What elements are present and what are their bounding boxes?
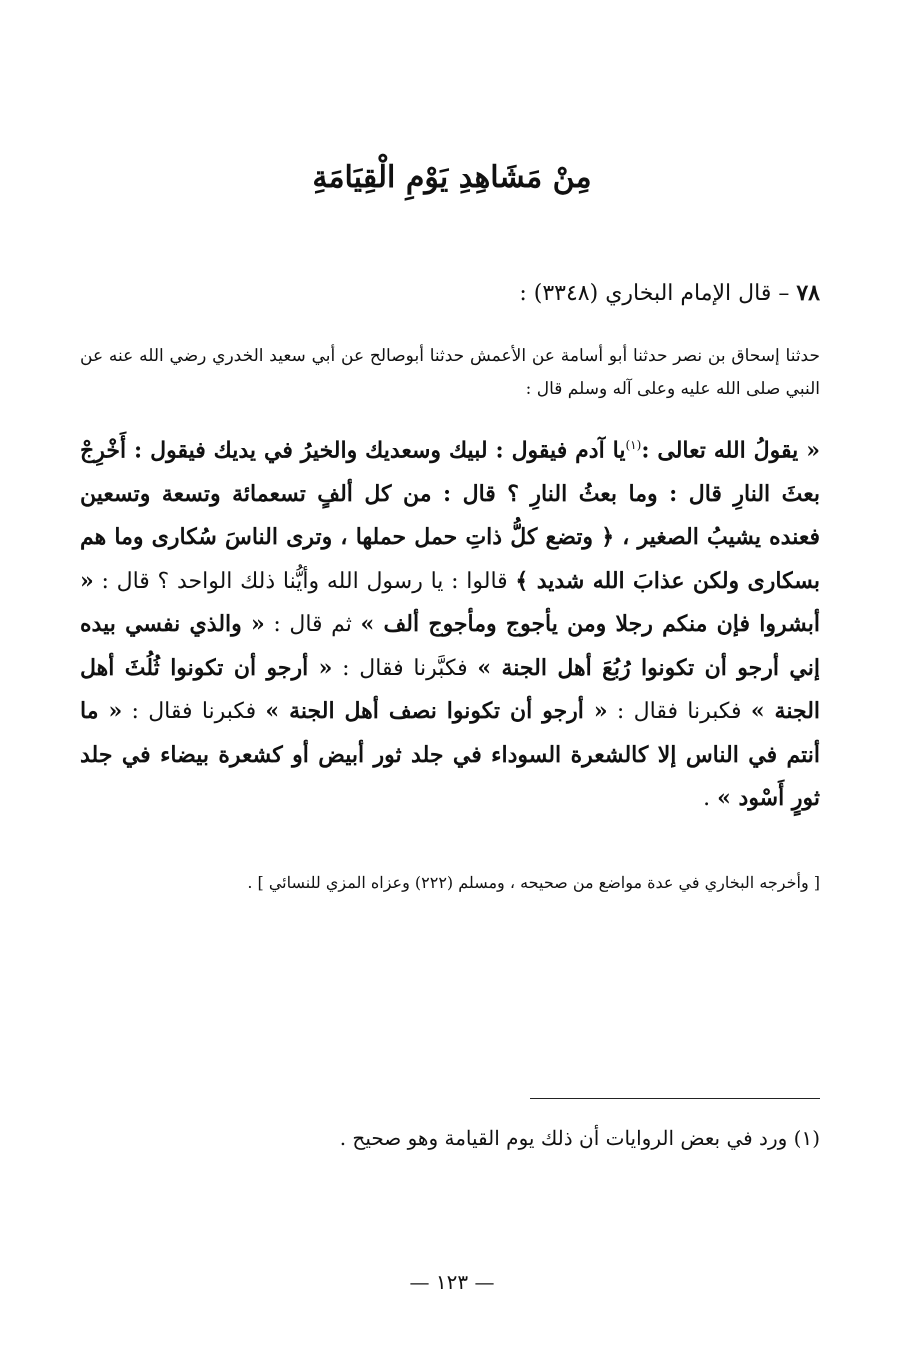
matn-segment: « ما أنتم في الناس إلا كالشعرة السوداء في جلد ثور أبيض أو كشعرة بيضاء في جلد ثورٍ أَسْود » [80,698,820,812]
chapter-title: مِنْ مَشَاهِدِ يَوْمِ الْقِيَامَةِ [312,160,592,195]
footnote-divider [530,1098,820,1099]
hadith-source: – قال الإمام البخاري (٣٣٤٨) : [519,281,790,306]
matn-segment: فكبرنا فقال : [607,699,751,725]
matn-segment: ثم قال : [264,612,361,638]
hadith-number: ٧٨ [796,280,820,306]
page-number: — ١٢٣ — [409,1270,495,1294]
footnote-ref: (١) [625,438,642,452]
takhrij-note: [ وأخرجه البخاري في عدة مواضع من صحيحه ، ومسلم (٢٢٢) وعزاه المزي للنسائي ] . [247,873,820,892]
matn-segment: « والذي نفسي بيده إني أرجو أن تكونوا رُبُعَ أهل الجنة » [80,611,820,681]
matn-segment: . [703,786,718,812]
matn-segment: « أرجو أن تكونوا نصف أهل الجنة » [265,698,608,725]
matn-segment: فكبَّرنا فقال : [332,655,478,681]
matn-segment: قالوا : يا رسول الله وأيُّنا ذلك الواحد ؟ قال : [93,568,516,594]
matn-segment: فكبرنا فقال : [122,699,266,725]
matn-segment: « أرجو أن تكونوا ثُلُثَ أهل الجنة » [80,654,821,725]
matn-segment: « أبشروا فإن منكم رجلا ومن يأجوج ومأجوج ألف » [80,567,820,638]
matn-segment: « يقولُ الله تعالى : [641,437,820,464]
matn-segment: يا آدم فيقول : لبيك وسعديك والخيرُ في يديك فيقول : أَخْرِجْ بعثَ النارِ قال : وما بعثُ النارِ ؟ قال : من كل ألفٍ تسعمائة وتسعة وتسعين فعنده يشيبُ الصغير ، ﴿ وتضع كلُّ ذاتِ حمل حملها ، وترى الناسَ سُكارى وما هم بسكارى ولكن عذابَ الله شديد ﴾ [80,437,820,594]
matn-text [80,424,820,821]
isnad-text: حدثنا إسحاق بن نصر حدثنا أبو أسامة عن الأعمش حدثنا أبوصالح عن أبي سعيد الخدري رضي الله عنه عن النبي صلى الله عليه وعلى آله وسلم قال : [80,346,820,399]
footnote-text: (١) ورد في بعض الروايات أن ذلك يوم القيامة وهو صحيح . [339,1126,820,1150]
hadith-heading [80,280,820,306]
